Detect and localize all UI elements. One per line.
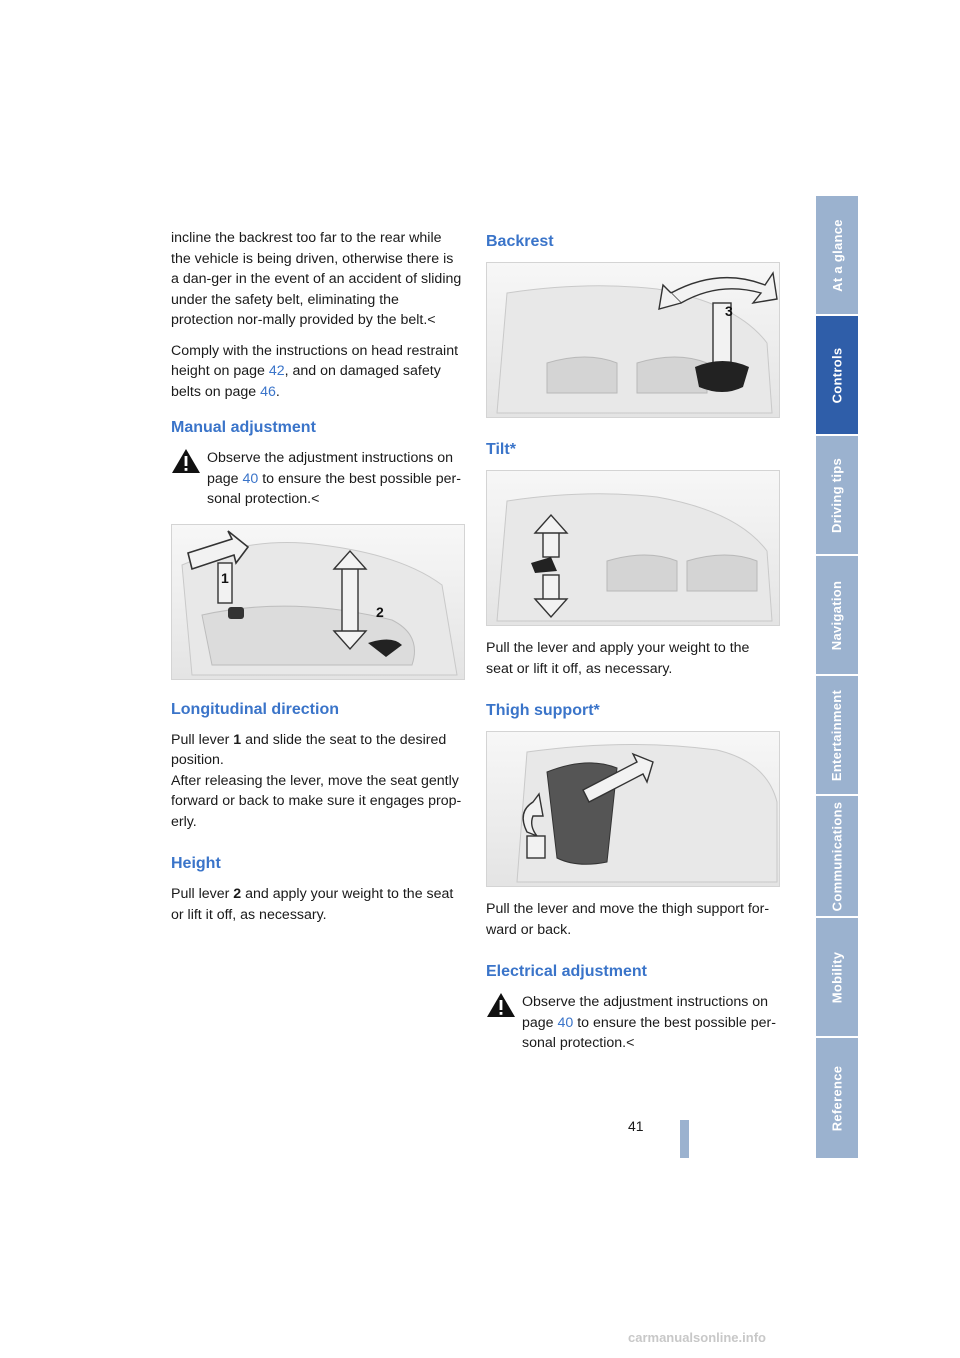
longitudinal-heading: Longitudinal direction: [171, 700, 339, 718]
page-link-40[interactable]: 40: [242, 470, 259, 487]
seat-manual-figure: [171, 524, 465, 680]
warning-icon: [486, 992, 516, 1018]
page-link-40[interactable]: 40: [557, 1014, 574, 1031]
figure-label-1: 1: [221, 569, 229, 586]
tab-mobility[interactable]: Mobility: [816, 918, 858, 1038]
height-paragraph: Pull lever 2 and apply your weight to the seat or lift it off, as necessary.: [171, 886, 454, 923]
manual-warning: Observe the adjustment instructions on page 40 to ensure the best possible per-sonal protection.<: [171, 448, 465, 510]
section-sidebar: [816, 196, 858, 1160]
page-number: 41: [628, 1118, 644, 1134]
tab-at-a-glance[interactable]: At a glance: [816, 196, 858, 316]
backrest-heading: Backrest: [486, 233, 554, 250]
electrical-adjustment-heading: Electrical adjustment: [486, 963, 647, 980]
longitudinal-paragraph: Pull lever 1 and slide the seat to the desired position.: [171, 731, 447, 768]
tab-communications[interactable]: Communications: [816, 796, 858, 918]
tilt-heading: Tilt*: [486, 441, 516, 458]
longitudinal-paragraph-2: After releasing the lever, move the seat gently forward or back to make sure it engages prop-erly.: [171, 772, 462, 830]
head-restraint-paragraph: Comply with the instructions on head restraint height on page 42, and on damaged safety belts on page 46.: [171, 342, 459, 400]
thigh-support-figure: [486, 731, 780, 887]
thigh-support-paragraph: Pull the lever and move the thigh support for-ward or back.: [486, 901, 770, 938]
tilt-figure: [486, 470, 780, 626]
thigh-support-heading: Thigh support*: [486, 702, 600, 719]
figure-label-2: 2: [376, 603, 384, 620]
page-link-42[interactable]: 42: [268, 363, 285, 379]
tab-navigation[interactable]: Navigation: [816, 556, 858, 676]
backrest-figure: [486, 262, 780, 418]
tab-controls[interactable]: Controls: [816, 316, 858, 436]
manual-adjustment-heading: Manual adjustment: [171, 419, 316, 436]
warning-icon: [171, 448, 201, 474]
page-number-bar: [680, 1120, 689, 1158]
figure-label-3: 3: [725, 303, 733, 319]
page-link-46[interactable]: 46: [260, 383, 276, 400]
tilt-paragraph: Pull the lever and apply your weight to the seat or lift it off, as necessary.: [486, 640, 750, 677]
footer-watermark: carmanualsonline.info: [628, 1330, 766, 1345]
electrical-warning: Observe the adjustment instructions on page 40 to ensure the best possible per-sonal protection.<: [486, 992, 780, 1054]
height-heading: Height: [171, 855, 221, 872]
left-column: [171, 228, 465, 935]
tab-reference[interactable]: Reference: [816, 1038, 858, 1160]
tab-driving-tips[interactable]: Driving tips: [816, 436, 858, 556]
intro-paragraph: incline the backrest too far to the rear while the vehicle is being driven, otherwise there is a dan-ger in the event of an accident of sliding under the safety belt, eliminating the protection nor-mally provided by the belt.<: [171, 230, 462, 328]
tab-entertainment[interactable]: Entertainment: [816, 676, 858, 796]
right-column: [486, 228, 780, 1066]
